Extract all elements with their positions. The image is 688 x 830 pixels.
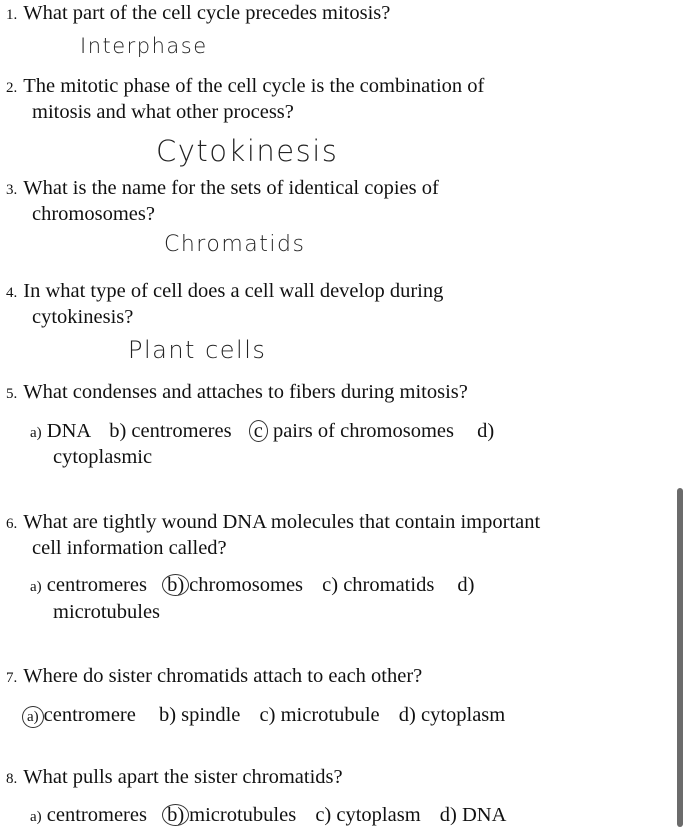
question-text: What pulls apart the sister chromatids?: [23, 766, 343, 788]
handwritten-answer-2: Cytokinesis: [156, 134, 339, 168]
option-b-text: chromosomes: [189, 574, 304, 596]
option-d-letter: d): [477, 420, 495, 442]
option-a-circled-letter: a): [22, 706, 44, 728]
question-3: [6, 175, 439, 203]
question-1: [6, 0, 390, 28]
question-6: [6, 509, 540, 537]
question-text-cont: cytokinesis?: [32, 306, 134, 328]
handwritten-answer-4: Plant cells: [128, 336, 267, 364]
question-number: 1.: [6, 7, 18, 23]
option-b: b) spindle: [158, 704, 241, 726]
option-c-text: pairs of chromosomes: [272, 420, 454, 442]
option-d-letter: d): [457, 574, 475, 596]
option-d: d) DNA: [439, 804, 507, 826]
option-a-text: DNA: [46, 420, 91, 442]
question-number: 2.: [6, 80, 18, 96]
option-c-circled-letter: c: [249, 420, 268, 442]
question-text-cont: cell information called?: [32, 537, 227, 559]
options-6: [30, 572, 475, 600]
question-8: [6, 764, 343, 792]
question-number: 4.: [6, 285, 18, 301]
option-c: c) cytoplasm: [315, 804, 421, 826]
question-text: The mitotic phase of the cell cycle is the combination of: [23, 75, 485, 97]
scrollbar[interactable]: [677, 488, 683, 827]
option-a-letter: a): [30, 579, 42, 595]
options-5: [30, 418, 494, 446]
option-c: c) chromatids: [322, 574, 435, 596]
question-number: 8.: [6, 771, 18, 787]
question-number: 5.: [6, 386, 18, 402]
question-text-cont: chromosomes?: [32, 203, 155, 225]
question-text: What part of the cell cycle precedes mitosis?: [23, 2, 391, 24]
question-text: In what type of cell does a cell wall develop during: [23, 280, 444, 302]
option-b: b) centromeres: [109, 420, 232, 442]
question-number: 3.: [6, 182, 18, 198]
question-7: [6, 663, 422, 691]
options-8: [30, 802, 506, 830]
question-text: What is the name for the sets of identical copies of: [23, 177, 439, 199]
option-b-circled-letter: b): [162, 574, 189, 596]
question-number: 6.: [6, 516, 18, 532]
option-d-text: microtubules: [53, 601, 161, 623]
question-text: What condenses and attaches to fibers during mitosis?: [23, 381, 468, 403]
question-4: [6, 278, 443, 306]
question-2: [6, 73, 484, 101]
question-text: Where do sister chromatids attach to each other?: [23, 665, 423, 687]
option-a-letter: a): [30, 809, 42, 825]
option-d: d) cytoplasm: [398, 704, 506, 726]
option-b-text: microtubules: [189, 804, 297, 826]
question-number: 7.: [6, 670, 18, 686]
question-text-cont: mitosis and what other process?: [32, 101, 294, 123]
question-5: [6, 379, 468, 407]
option-a-letter: a): [30, 425, 42, 441]
options-7: [22, 702, 505, 728]
option-a-text: centromeres: [46, 804, 147, 826]
option-a-text: centromere: [43, 704, 136, 726]
option-a-text: centromeres: [46, 574, 147, 596]
option-c: c) microtubule: [259, 704, 380, 726]
handwritten-answer-1: Interphase: [80, 34, 208, 58]
handwritten-answer-3: Chromatids: [164, 232, 306, 257]
question-text: What are tightly wound DNA molecules that contain important: [23, 511, 541, 533]
option-b-circled-letter: b): [162, 804, 189, 826]
option-d-text: cytoplasmic: [53, 446, 153, 468]
